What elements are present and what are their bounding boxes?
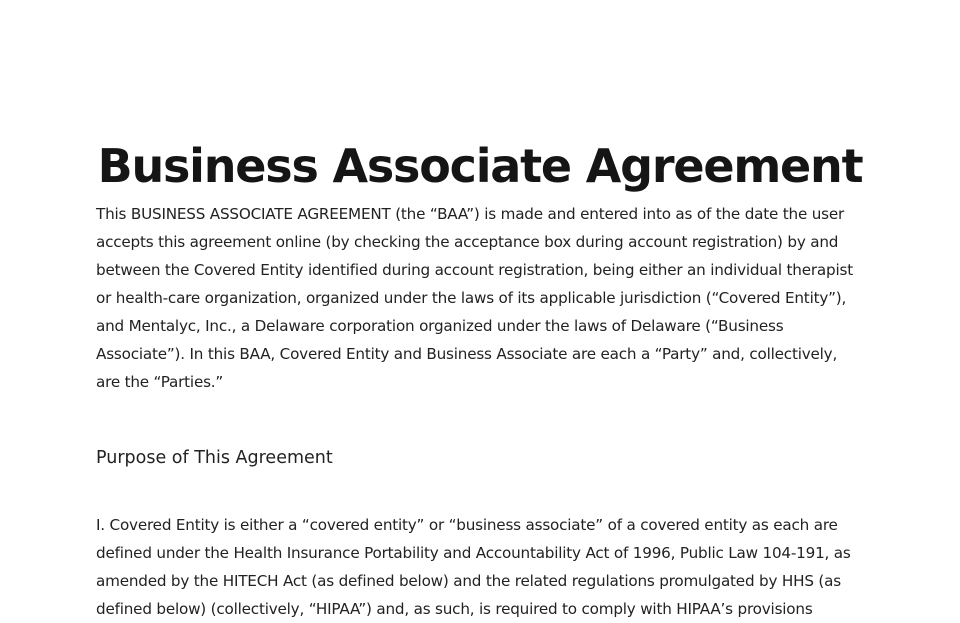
intro-paragraph: This BUSINESS ASSOCIATE AGREEMENT (the “BAA”) is made and entered into as of the date the user accepts this agreement online (by checking the acceptance box during account registration) by and between the Covered Entity identified during account registration, being either an individual therapist or health-care organization, organized under the laws of its applicable jurisdiction (“Covered Entity”), and Mentalyc, Inc., a Delaware corporation organized under the laws of Delaware (“Business Associate”). In this BAA, Covered Entity and Business Associate are each a “Party” and, collectively, are the “Parties.” — [96, 205, 853, 391]
section-paragraph: I. Covered Entity is either a “covered entity” or “business associate” of a covered entity as each are defined under the Health Insurance Portability and Accountability Act of 1996, Public Law 104-191, as amended by the HITECH Act (as defined below) and the related regulations promulgated by HHS (as defined below) (collectively, “HIPAA”) and, as such, is required to comply with HIPAA’s provisions — [96, 516, 851, 618]
agreement-document — [96, 136, 864, 623]
document-title: Business Associate Agreement — [97, 139, 863, 193]
section-heading-purpose: Purpose of This Agreement — [96, 448, 333, 468]
